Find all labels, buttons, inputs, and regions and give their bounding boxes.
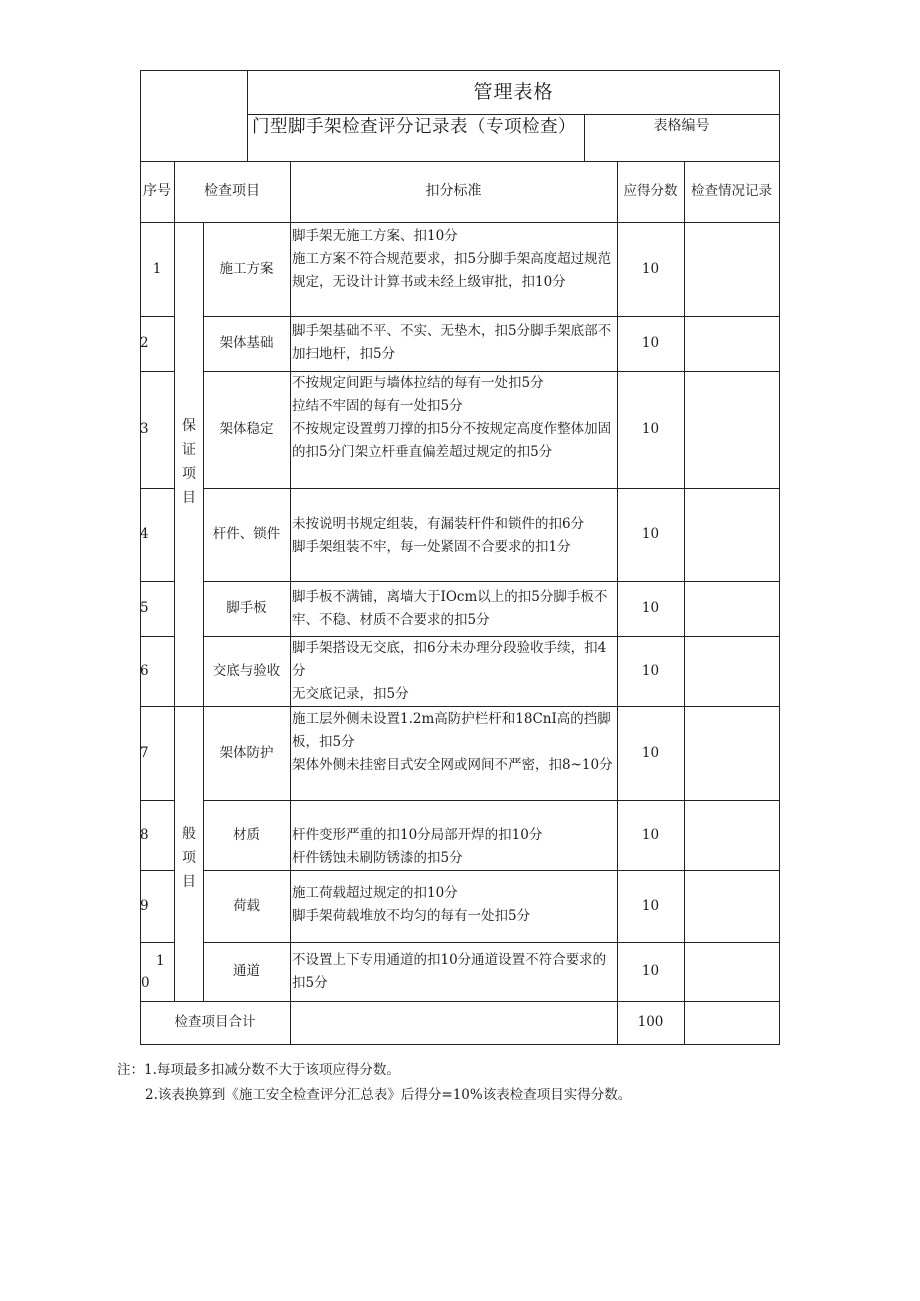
table-row-record[interactable]	[684, 870, 779, 942]
table-row-criteria: 未按说明书规定组装，有漏装杆件和锁件的扣6分 脚手架组装不牢，每一处紧固不合要求的扣1分	[292, 516, 585, 555]
column-header-criteria: 扣分标准	[425, 183, 482, 199]
form-name: 门型脚手架检查评分记录表（专项检查）	[252, 117, 576, 137]
note-2: 2.该表换算到《施工安全检查评分汇总表》后得分=10%该表检查项目实得分数。	[145, 1087, 632, 1103]
column-header-record: 检查情况记录	[691, 183, 772, 199]
form-number-value[interactable]	[584, 138, 779, 161]
table-row-item: 交底与验收	[212, 662, 281, 679]
table-row-criteria: 脚手板不满铺，离墙大于IOcm以上的扣5分脚手板不牢、不稳、材质不合要求的扣5分	[292, 589, 608, 628]
column-header-item: 检查项目	[204, 183, 260, 199]
table-row-seq: 5	[140, 600, 149, 616]
table-row-seq: 9	[140, 897, 149, 914]
table-row-record[interactable]	[684, 316, 779, 371]
group-label-guarantee: 保证项目	[182, 418, 196, 506]
table-row-score: 10	[641, 260, 660, 277]
table-row-record[interactable]	[684, 581, 779, 636]
table-row-score: 10	[641, 744, 660, 761]
table-row-item: 通道	[233, 963, 260, 979]
table-row-item: 架体稳定	[219, 421, 274, 437]
table-row-seq: 1	[152, 260, 162, 277]
table-row-criteria: 施工荷载超过规定的扣10分 脚手架荷载堆放不均匀的每有一处扣5分	[292, 885, 531, 924]
table-row-seq	[140, 950, 174, 996]
table-row-item: 杆件、锁件	[212, 526, 281, 542]
total-record[interactable]	[684, 1001, 779, 1044]
total-score: 100	[637, 1014, 664, 1030]
table-row-item: 材质	[233, 826, 260, 843]
group-label-general: 般项目	[182, 826, 196, 890]
table-row-criteria: 脚手架无施工方案、扣10分 施工方案不符合规范要求，扣5分脚手架高度超过规范规定，无设计计算书或未经上级审批，扣10分	[292, 228, 612, 290]
table-row-criteria: 施工层外侧未设置1.2m高防护栏杆和18CnI高的挡脚板，扣5分 架体外侧未挂密目式安全网或网间不严密，扣8~10分	[292, 711, 613, 773]
table-row-seq: 6	[140, 662, 149, 679]
table-row-seq: 8	[140, 826, 149, 843]
table-row-score: 10	[641, 335, 660, 351]
table-row-score: 10	[641, 963, 660, 979]
table-row-criteria: 脚手架搭设无交底，扣6分未办理分段验收手续，扣4分 无交底记录，扣5分	[292, 640, 607, 702]
table-row-score: 10	[641, 600, 660, 616]
seq-digit-1: 1	[156, 953, 165, 969]
seq-digit-0: 0	[141, 975, 150, 991]
total-label: 检查项目合计	[174, 1014, 256, 1030]
table-row-item: 脚手板	[226, 600, 267, 616]
table-row-item: 施工方案	[219, 260, 274, 277]
table-row-score: 10	[641, 897, 660, 914]
total-criteria	[290, 1001, 617, 1044]
table-row-criteria: 不按规定间距与墙体拉结的每有一处扣5分 拉结不牢固的每有一处扣5分 不按规定设置剪刀撑的扣5分不按规定高度作整体加固的扣5分门架立杆垂直偏差超过规定的扣5分	[292, 375, 612, 460]
column-header-score: 应得分数	[623, 183, 678, 199]
table-row-record[interactable]	[684, 942, 779, 1001]
column-header-seq: 序号	[143, 183, 171, 199]
note-1: 注：1.每项最多扣减分数不大于该项应得分数。	[117, 1062, 400, 1078]
table-row-record[interactable]	[684, 371, 779, 488]
page-title: 管理表格	[473, 80, 554, 103]
table-row-score: 10	[641, 421, 660, 437]
table-row-criteria: 不设置上下专用通道的扣10分通道设置不符合要求的扣5分	[292, 952, 607, 991]
table-row-item: 荷载	[233, 897, 260, 914]
table-row-item: 架体基础	[219, 335, 274, 351]
table-row-item: 架体防护	[219, 744, 274, 761]
table-row-record[interactable]	[684, 488, 779, 581]
table-row-seq: 7	[140, 744, 149, 761]
table-row-criteria: 脚手架基础不平、不实、无垫木，扣5分脚手架底部不加扫地杆，扣5分	[292, 323, 612, 362]
table-row-record[interactable]	[684, 222, 779, 316]
form-number-label: 表格编号	[653, 118, 710, 134]
table-row-score: 10	[641, 826, 660, 843]
table-row-score: 10	[641, 662, 660, 679]
table-row-seq: 2	[140, 335, 149, 351]
table-row-seq: 3	[140, 421, 149, 437]
table-row-seq: 4	[140, 526, 149, 542]
table-row-record[interactable]	[684, 636, 779, 706]
table-row-criteria: 杆件变形严重的扣10分局部开焊的扣10分 杆件锈蚀未刷防锈漆的扣5分	[292, 827, 543, 866]
table-row-score: 10	[641, 526, 660, 542]
table-row-record[interactable]	[684, 800, 779, 870]
table-row-record[interactable]	[684, 706, 779, 800]
